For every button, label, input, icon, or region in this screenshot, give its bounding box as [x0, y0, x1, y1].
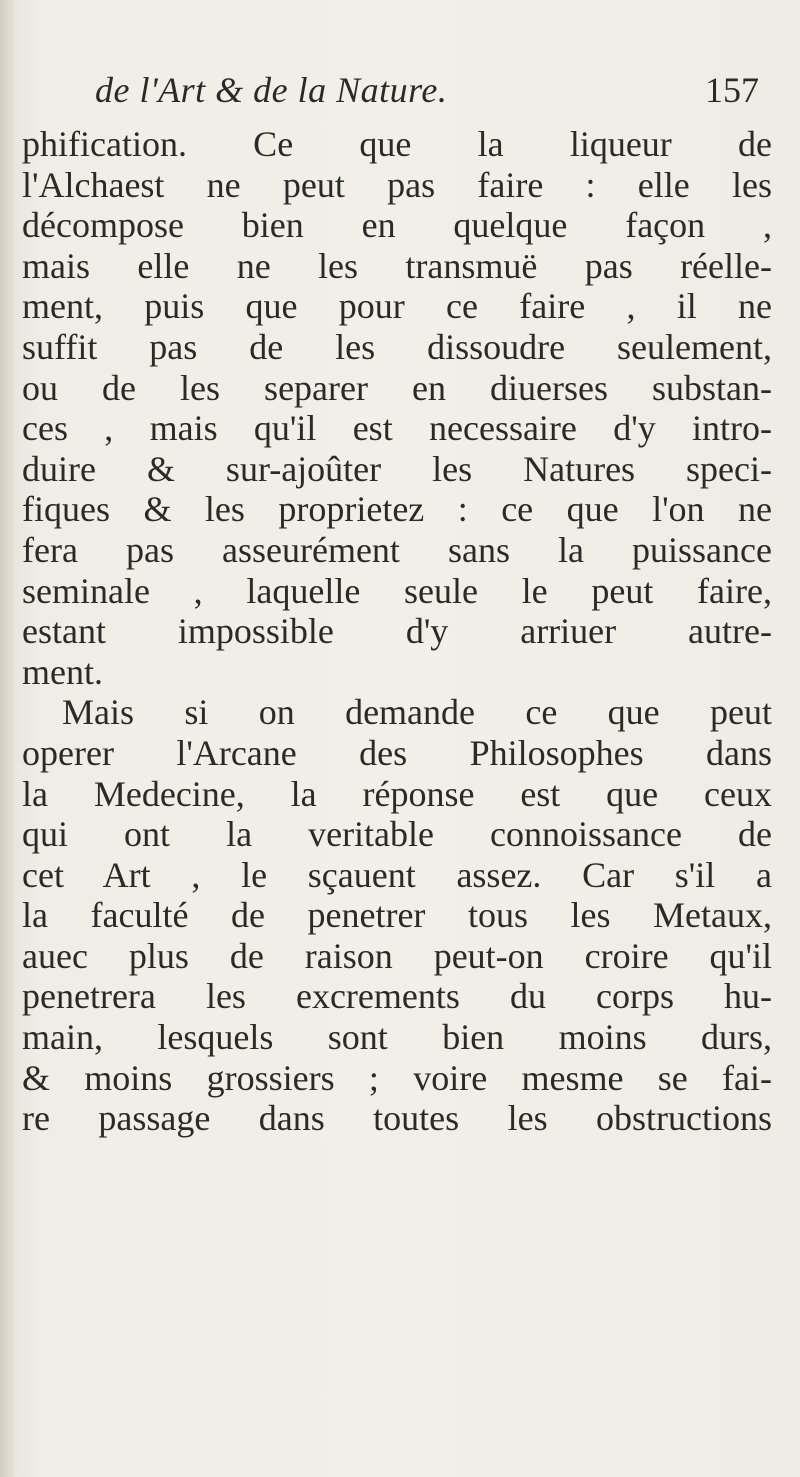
page-header — [0, 65, 800, 115]
text-line: & moins grossiers ; voire mesme se fai- — [22, 1057, 772, 1098]
text-line: duire & sur-ajoûter les Natures speci- — [22, 448, 772, 489]
text-line: fiques & les proprietez : ce que l'on ne — [22, 489, 772, 530]
text-line: décompose bien en quelque façon , — [22, 205, 772, 246]
text-line: fera pas asseurément sans la puissance — [22, 529, 772, 570]
text-line: operer l'Arcane des Philosophes dans — [22, 732, 772, 773]
text-line: main, lesquels sont bien moins durs, — [22, 1017, 772, 1058]
text-line: la faculté de penetrer tous les Metaux, — [22, 895, 772, 936]
text-line: cet Art , le sçauent assez. Car s'il a — [22, 854, 772, 895]
text-line: seminale , laquelle seule le peut faire, — [22, 570, 772, 611]
page-number: 157 — [705, 70, 759, 110]
text-line: la Medecine, la réponse est que ceux — [22, 773, 772, 814]
text-line: ment. — [22, 651, 103, 692]
text-line: phification. Ce que la liqueur de — [22, 124, 772, 164]
text-line: ces , mais qu'il est necessaire d'y intro- — [22, 408, 772, 449]
text-line: mais elle ne les transmuë pas réelle- — [22, 245, 772, 286]
running-head: de l'Art & de la Nature. — [95, 70, 448, 110]
text-line: qui ont la veritable connoissance de — [22, 814, 772, 855]
binding-edge — [0, 0, 14, 1477]
text-line: ment, puis que pour ce faire , il ne — [22, 286, 772, 327]
text-line: suffit pas de les dissoudre seulement, — [22, 326, 772, 367]
text-line: re passage dans toutes les obstructions — [22, 1098, 772, 1139]
text-line: estant impossible d'y arriuer autre- — [22, 611, 772, 652]
text-line: auec plus de raison peut-on croire qu'il — [22, 935, 772, 976]
text-line: penetrera les excrements du corps hu- — [22, 976, 772, 1017]
text-line: ou de les separer en diuerses substan- — [22, 367, 772, 408]
text-line: l'Alchaest ne peut pas faire : elle les — [22, 164, 772, 205]
text-line: Mais si on demande ce que peut — [62, 692, 772, 733]
body-text — [22, 124, 782, 1139]
